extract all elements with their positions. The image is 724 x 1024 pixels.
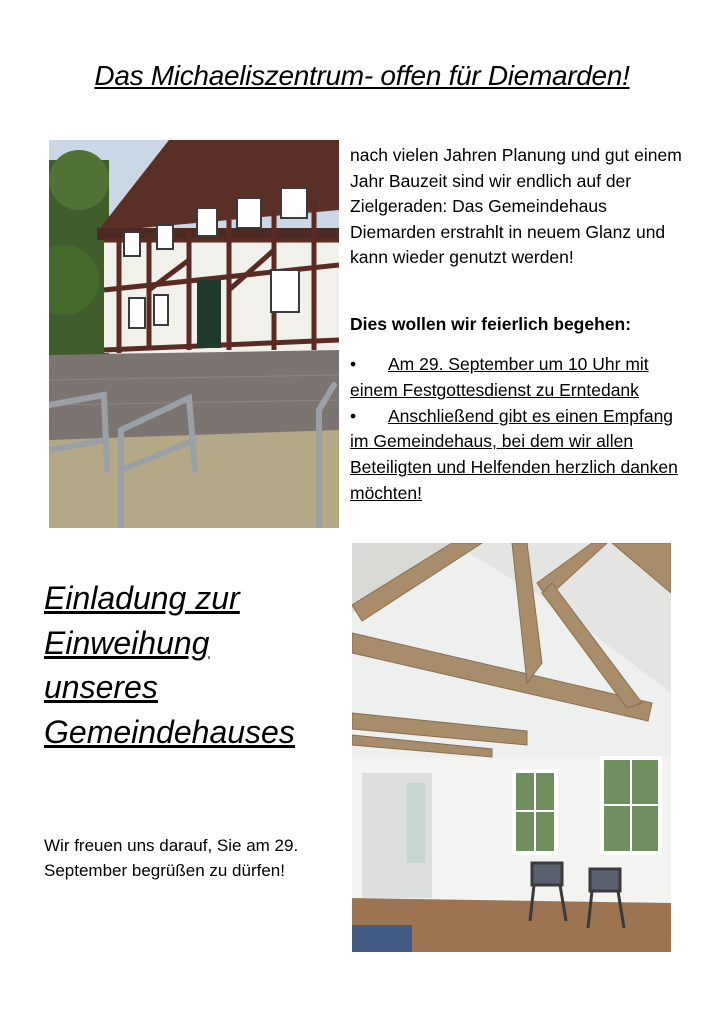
celebration-heading: Dies wollen wir feierlich begehen: [350, 314, 632, 334]
exterior-house-photo [49, 140, 339, 528]
list-item: • Am 29. September um 10 Uhr mit einem Festgottesdienst zu Erntedank [350, 354, 649, 400]
intro-paragraph: nach vielen Jahren Planung und gut einem Jahr Bauzeit sind wir endlich auf der Zielgeraden: Das Gemeindehaus Diemarden erstrahlt in neuem Glanz und kann wieder genutzt werden! [350, 145, 682, 268]
bullet-icon: • [350, 405, 357, 426]
welcome-text: Wir freuen uns darauf, Sie am 29. September begrüßen zu dürfen! [44, 836, 299, 880]
interior-hall-photo [352, 543, 671, 952]
list-item: • Anschließend gibt es einen Empfang im Gemeindehaus, bei dem wir allen Beteiligten und Helfenden herzlich danken möchten! [350, 405, 678, 503]
bullet-icon: • [350, 354, 357, 374]
event-list [350, 352, 690, 507]
invitation-heading: Einladung zur Einweihung unseres Gemeindehauses [44, 580, 295, 750]
page-title: Das Michaeliszentrum- offen für Diemarden! [94, 60, 630, 91]
